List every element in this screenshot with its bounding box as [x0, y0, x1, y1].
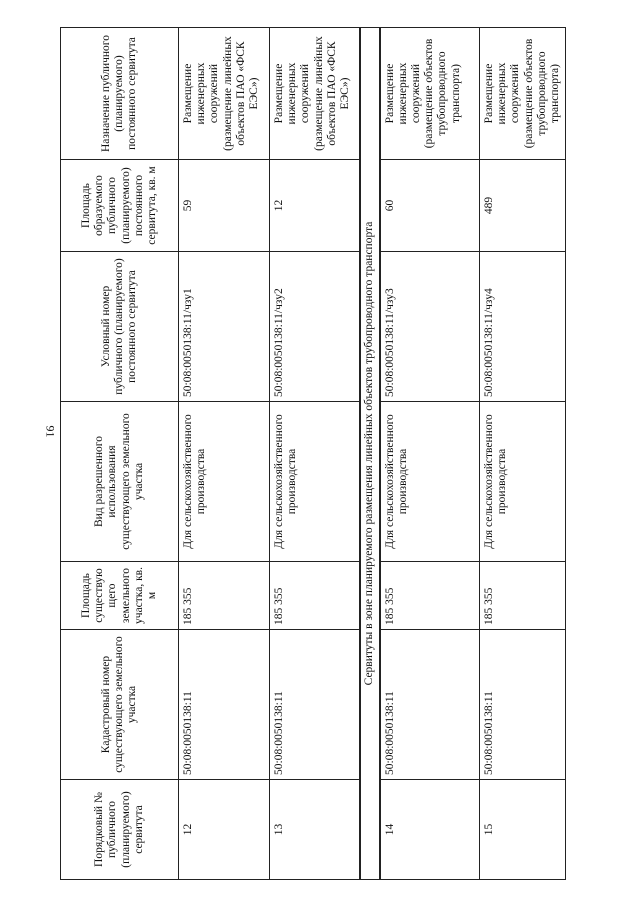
cell-permitted-use: Для сельскохозяйственного производства	[380, 402, 480, 562]
table-header-row	[61, 28, 179, 880]
cell-permitted-use: Для сельскохозяйственного производства	[179, 402, 270, 562]
table-row	[270, 28, 360, 880]
cell-cadastral-number: 50:08:0050138:11	[480, 630, 566, 780]
cell-land-area: 185 355	[380, 562, 480, 630]
cell-serial-number: 13	[270, 780, 360, 880]
header-servitude-purpose: Назначение публичного (планируемого) постоянного сервитута	[61, 28, 179, 160]
cell-permitted-use: Для сельскохозяйственного производства	[480, 402, 566, 562]
cell-servitude-purpose: Размещение инженерных сооружений (размещение объектов трубопроводного транспорта)	[380, 28, 480, 160]
cell-serial-number: 14	[380, 780, 480, 880]
page-number: 91	[43, 425, 58, 438]
cell-servitude-area: 59	[179, 160, 270, 252]
cell-conditional-number: 50:08:0050138:11/чзу3	[380, 252, 480, 402]
table-row	[380, 28, 480, 880]
table-row	[179, 28, 270, 880]
cell-servitude-area: 489	[480, 160, 566, 252]
cell-servitude-purpose: Размещение инженерных сооружений (размещение линейных объектов ПАО «ФСК ЕЭС»)	[270, 28, 360, 160]
cell-conditional-number: 50:08:0050138:11/чзу4	[480, 252, 566, 402]
cell-servitude-area: 60	[380, 160, 480, 252]
header-serial-number: Порядковый № публичного (планируемого) сервитута	[61, 780, 179, 880]
table-row	[480, 28, 566, 880]
cell-servitude-purpose: Размещение инженерных сооружений (размещение объектов трубопроводного транспорта)	[480, 28, 566, 160]
cell-serial-number: 15	[480, 780, 566, 880]
servitude-table	[60, 27, 566, 880]
header-land-area: Площадь существую щего земельного участка, кв. м	[61, 562, 179, 630]
cell-permitted-use: Для сельскохозяйственного производства	[270, 402, 360, 562]
header-conditional-number: Условный номер публичного (планируемого) постоянного сервитута	[61, 252, 179, 402]
cell-servitude-area: 12	[270, 160, 360, 252]
cell-serial-number: 12	[179, 780, 270, 880]
cell-cadastral-number: 50:08:0050138:11	[179, 630, 270, 780]
cell-conditional-number: 50:08:0050138:11/чзу1	[179, 252, 270, 402]
servitude-table-rotated	[60, 28, 561, 880]
header-cadastral-number: Кадастровый номер существующего земельного участка	[61, 630, 179, 780]
cell-land-area: 185 355	[179, 562, 270, 630]
cell-land-area: 185 355	[270, 562, 360, 630]
cell-land-area: 185 355	[480, 562, 566, 630]
section-title: Сервитуты в зоне планируемого размещения линейных объектов трубопроводного транспорта	[360, 28, 380, 880]
cell-cadastral-number: 50:08:0050138:11	[380, 630, 480, 780]
header-servitude-area: Площадь образуемого публичного (планируемого) постоянного сервитута, кв. м	[61, 160, 179, 252]
section-row	[360, 28, 380, 880]
cell-cadastral-number: 50:08:0050138:11	[270, 630, 360, 780]
cell-conditional-number: 50:08:0050138:11/чзу2	[270, 252, 360, 402]
cell-servitude-purpose: Размещение инженерных сооружений (размещение линейных объектов ПАО «ФСК ЕЭС»)	[179, 28, 270, 160]
header-permitted-use: Вид разрешенного использования существующего земельного участка	[61, 402, 179, 562]
